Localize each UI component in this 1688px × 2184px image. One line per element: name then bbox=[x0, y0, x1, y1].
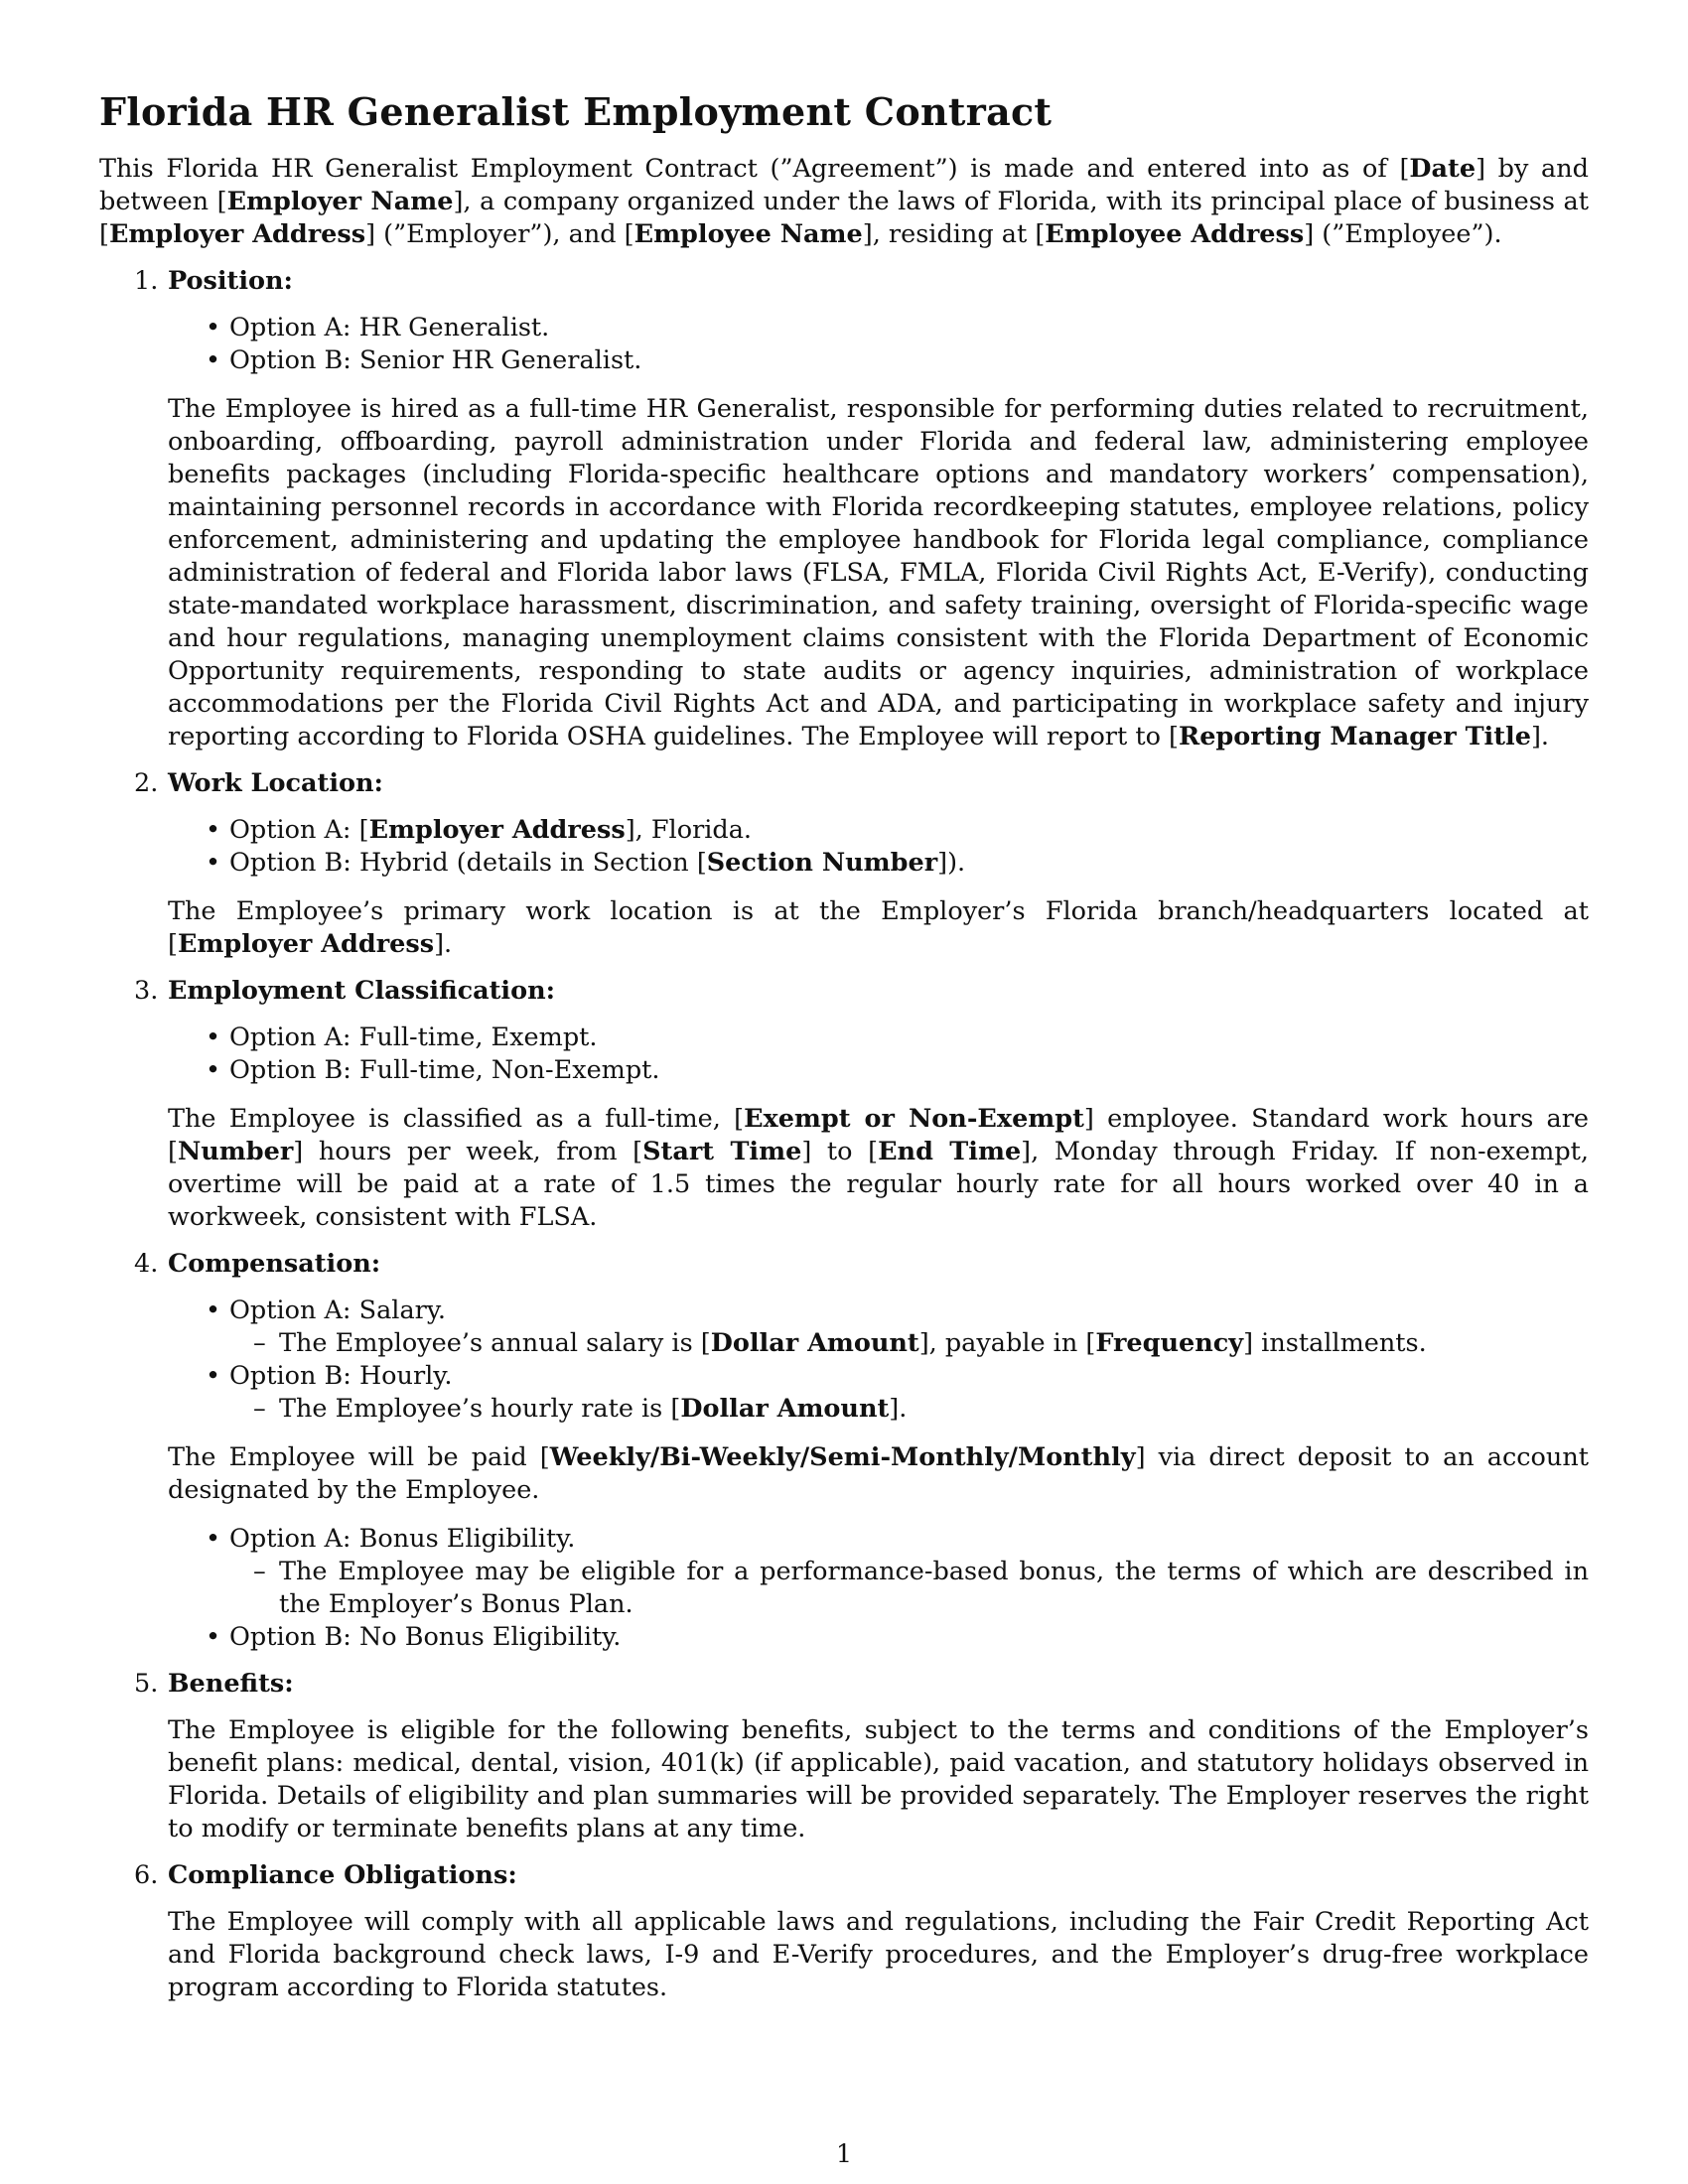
section-number-placeholder: Section Number bbox=[706, 848, 938, 878]
section-body: The Employee is eligible for the following benefits, subject to the terms and conditions of the Employer’s benefit plans: medical, dental, vision, 401(k) (if applicable), paid vacation, and statutory holidays observed in Florida. Details of eligibility and plan summaries will be provided separately. The Employer reserves the right to modify or terminate benefits plans at any time. bbox=[168, 1715, 1589, 1843]
dollar-amount-placeholder: Dollar Amount bbox=[680, 1394, 890, 1424]
classification-placeholder: Exempt or Non-Exempt bbox=[744, 1104, 1084, 1134]
document-page bbox=[99, 87, 1589, 2018]
sub-option-text: The Employee’s annual salary is [ bbox=[279, 1328, 711, 1358]
option-text: Option B: Hourly. bbox=[229, 1361, 453, 1391]
sub-option-text: ]. bbox=[889, 1394, 908, 1424]
section-title: Position: bbox=[168, 266, 293, 296]
sections-list bbox=[99, 265, 1589, 2004]
option-text: Option A: Bonus Eligibility. bbox=[229, 1524, 576, 1554]
section-body bbox=[168, 895, 1589, 961]
section-title: Compensation: bbox=[168, 1249, 381, 1279]
page-number: 1 bbox=[835, 2139, 853, 2169]
employer-address-placeholder: Employer Address bbox=[108, 219, 366, 249]
employer-address-placeholder: Employer Address bbox=[177, 929, 435, 959]
option-item bbox=[229, 1295, 1589, 1360]
section-number: 1. bbox=[134, 266, 159, 296]
section-number: 2. bbox=[134, 768, 159, 798]
option-list bbox=[168, 1022, 1589, 1087]
body-text: The Employee is hired as a full-time HR Generalist, responsible for performing duties related to recruitment, onboarding, offboarding, payroll administration under Florida and federal law, administering employee benefits packages (including Florida-specific healthcare options and mandatory workers’ compensation), maintaining personnel records in accordance with Florida recordkeeping statutes, employee relations, policy enforcement, administering and updating the employee handbook for Florida legal compliance, compliance administration of federal and Florida labor laws (FLSA, FMLA, Florida Civil Rights Act, E-Verify), conducting state-mandated workplace harassment, discrimination, and safety training, oversight of Florida-specific wage and hour regulations, managing unemployment claims consistent with the Florida Department of Economic Opportunity requirements, responding to state audits or agency inquiries, administration of workplace accommodations per the Florida Civil Rights Act and ADA, and participating in workplace safety and injury reporting according to Florida OSHA guidelines. The Employee will report to [ bbox=[168, 394, 1589, 751]
section-body bbox=[168, 1103, 1589, 1234]
sub-option-text: The Employee’s hourly rate is [ bbox=[279, 1394, 681, 1424]
option-item: • Option B: Senior HR Generalist. bbox=[229, 344, 1589, 377]
option-list bbox=[168, 1295, 1589, 1426]
section-title: Compliance Obligations: bbox=[168, 1860, 517, 1890]
section-number: 5. bbox=[134, 1669, 159, 1699]
section-title: Employment Classification: bbox=[168, 976, 556, 1006]
section-number: 6. bbox=[134, 1860, 159, 1890]
body-text: ] to [ bbox=[801, 1137, 879, 1166]
body-text: The Employee will be paid [ bbox=[168, 1442, 550, 1472]
intro-text: ] (”Employee”). bbox=[1304, 219, 1502, 249]
pay-frequency-placeholder: Weekly/Bi-Weekly/Semi-Monthly/Monthly bbox=[549, 1442, 1136, 1472]
sub-option-item bbox=[279, 1393, 1589, 1426]
employee-address-placeholder: Employee Address bbox=[1045, 219, 1305, 249]
section-work-location bbox=[134, 767, 1589, 961]
option-list bbox=[168, 814, 1589, 880]
body-text: ], Monday through Friday. If non-exempt, overtime will be paid at a rate of 1.5 times the regular hourly rate for all hours worked over 40 in a workweek, consistent with FLSA. bbox=[168, 1137, 1589, 1232]
sub-option-text: ] installments. bbox=[1243, 1328, 1427, 1358]
section-employment-classification bbox=[134, 975, 1589, 1234]
body-text: ]. bbox=[1530, 722, 1549, 751]
sub-option-list bbox=[229, 1327, 1589, 1360]
intro-text: This Florida HR Generalist Employment Contract (”Agreement”) is made and entered into as of [ bbox=[99, 154, 1410, 184]
section-compensation bbox=[134, 1248, 1589, 1654]
end-time-placeholder: End Time bbox=[878, 1137, 1022, 1166]
option-text: Option A: Salary. bbox=[229, 1296, 446, 1325]
manager-placeholder: Reporting Manager Title bbox=[1179, 722, 1531, 751]
body-text: The Employee is classified as a full-time, [ bbox=[168, 1104, 745, 1134]
hours-placeholder: Number bbox=[177, 1137, 294, 1166]
option-item: • Option B: Full-time, Non-Exempt. bbox=[229, 1054, 1589, 1087]
section-number: 4. bbox=[134, 1249, 159, 1279]
option-item bbox=[229, 1523, 1589, 1621]
sub-option-text: ], payable in [ bbox=[918, 1328, 1096, 1358]
option-item bbox=[229, 847, 1589, 880]
sub-option-list bbox=[229, 1556, 1589, 1621]
intro-text: ] (”Employer”), and [ bbox=[365, 219, 634, 249]
section-body bbox=[168, 1441, 1589, 1507]
option-text: Option A: [ bbox=[229, 815, 369, 845]
employer-name-placeholder: Employer Name bbox=[226, 187, 454, 216]
intro-paragraph bbox=[99, 153, 1589, 251]
date-placeholder: Date bbox=[1409, 154, 1477, 184]
body-text: ] hours per week, from [ bbox=[293, 1137, 643, 1166]
sub-option-item bbox=[279, 1327, 1589, 1360]
sub-option-item: – The Employee may be eligible for a performance-based bonus, the terms of which are described in the Employer’s Bonus Plan. bbox=[279, 1556, 1589, 1621]
option-text: Option B: Hybrid (details in Section [ bbox=[229, 848, 707, 878]
body-text: ] via direct deposit to an account designated by the Employee. bbox=[168, 1442, 1589, 1505]
employer-address-placeholder: Employer Address bbox=[368, 815, 626, 845]
option-item: • Option A: Full-time, Exempt. bbox=[229, 1022, 1589, 1054]
section-number: 3. bbox=[134, 976, 159, 1006]
section-compliance-obligations bbox=[134, 1859, 1589, 2004]
body-text: The Employee’s primary work location is at the Employer’s Florida branch/headquarters located at [ bbox=[168, 896, 1589, 959]
employee-name-placeholder: Employee Name bbox=[633, 219, 863, 249]
option-item: • Option B: No Bonus Eligibility. bbox=[229, 1621, 1589, 1654]
intro-text: ], residing at [ bbox=[862, 219, 1046, 249]
option-list bbox=[168, 312, 1589, 377]
body-text: ] employee. Standard work hours are [ bbox=[168, 1104, 1589, 1166]
option-item: • Option A: HR Generalist. bbox=[229, 312, 1589, 344]
intro-text: ] by and between [ bbox=[99, 154, 1589, 216]
section-body bbox=[168, 393, 1589, 753]
option-text: ], Florida. bbox=[625, 815, 753, 845]
section-title: Benefits: bbox=[168, 1669, 294, 1699]
section-benefits bbox=[134, 1668, 1589, 1845]
frequency-placeholder: Frequency bbox=[1095, 1328, 1244, 1358]
document-title: Florida HR Generalist Employment Contract bbox=[99, 89, 1053, 134]
option-item bbox=[229, 814, 1589, 847]
intro-text: ], a company organized under the laws of Florida, with its principal place of business at [ bbox=[99, 187, 1589, 249]
dollar-amount-placeholder: Dollar Amount bbox=[710, 1328, 919, 1358]
bonus-option-list bbox=[168, 1523, 1589, 1654]
section-body: The Employee will comply with all applicable laws and regulations, including the Fair Credit Reporting Act and Florida background check laws, I-9 and E-Verify procedures, and the Employer’s drug-free workplace program according to Florida statutes. bbox=[168, 1907, 1589, 2002]
option-text: ]). bbox=[937, 848, 966, 878]
section-title: Work Location: bbox=[168, 768, 383, 798]
start-time-placeholder: Start Time bbox=[642, 1137, 802, 1166]
option-item bbox=[229, 1360, 1589, 1426]
section-position bbox=[134, 265, 1589, 753]
sub-option-list bbox=[229, 1393, 1589, 1426]
body-text: ]. bbox=[434, 929, 453, 959]
